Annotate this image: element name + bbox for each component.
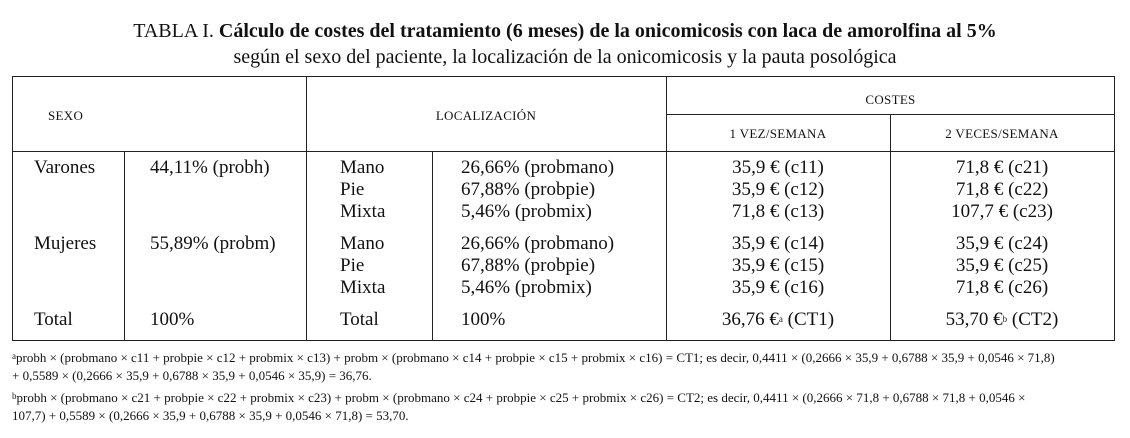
cell-loc-pct: 5,46% (probmix): [461, 201, 592, 222]
cell-loc: Mixta: [340, 201, 386, 222]
cell-sexo: Varones: [34, 157, 96, 178]
header-localizacion: LOCALIZACIÓN: [435, 108, 537, 123]
cell-cost-2veces: 35,9 € (c24): [955, 233, 1049, 254]
header-sexo: SEXO: [48, 108, 84, 123]
cell-total-loc-pct: 100%: [461, 309, 506, 330]
total-ct2-label: (CT2): [1007, 309, 1059, 330]
col-divider-sexo-pct: [124, 151, 125, 341]
cell-loc-pct: 26,66% (probmano): [461, 157, 615, 178]
cell-total-loc-label: Total: [340, 309, 379, 330]
footnote-ref-a: a: [778, 314, 783, 324]
header-1vez: 1 VEZ/SEMANA: [729, 126, 827, 141]
header-bottom-rule: [12, 151, 1115, 152]
footnote-b-text: probh × (probmano × c21 + probpie × c22 + probmix × c23) + probm × (probmano × c24 + probpie × c25 + probmix × c26) = CT2; es decir, 0,4411 × (0,2666 × 71,8 + 0,6788 × 71,8 + 0,0546 ×: [16, 390, 1026, 405]
footnote-a-line2: + 0,5589 × (0,2666 × 35,9 + 0,6788 × 35,9 + 0,0546 × 35,9) = 36,76.: [12, 368, 372, 383]
col-divider-loc-pct: [432, 151, 433, 341]
header-2veces: 2 VECES/SEMANA: [945, 126, 1059, 141]
cell-cost-2veces: 71,8 € (c21): [955, 157, 1049, 178]
table-bottom-rule: [12, 340, 1115, 341]
col-divider-vez: [890, 114, 891, 341]
cell-loc: Pie: [340, 255, 365, 276]
cell-cost-2veces: 71,8 € (c22): [955, 179, 1049, 200]
cell-loc-pct: 67,88% (probpie): [461, 179, 596, 200]
cell-cost-1vez: 35,9 € (c16): [731, 277, 825, 298]
cell-loc-pct: 26,66% (probmano): [461, 233, 615, 254]
table-title: Cálculo de costes del tratamiento (6 meses) de la onicomicosis con laca de amorolfina al 5%: [218, 20, 997, 42]
cell-cost-1vez: 35,9 € (c14): [731, 233, 825, 254]
cell-total-cost-1vez: [666, 309, 890, 331]
footnote-a-mark: a: [12, 351, 16, 361]
cell-sexo-pct: 44,11% (probh): [150, 157, 270, 178]
table-caption-line2: según el sexo del paciente, la localización de la onicomicosis y la pauta posológica: [233, 46, 897, 68]
cell-cost-2veces: 71,8 € (c26): [955, 277, 1049, 298]
cell-cost-1vez: 35,9 € (c12): [731, 179, 825, 200]
cell-cost-1vez: 71,8 € (c13): [731, 201, 825, 222]
footnote-a-line1: [12, 349, 1122, 366]
cell-sexo-pct: 55,89% (probm): [150, 233, 276, 254]
table-label: TABLA I.: [133, 20, 214, 42]
cell-loc-pct: 5,46% (probmix): [461, 277, 592, 298]
cell-total-label: Total: [34, 309, 73, 330]
cell-cost-2veces: 35,9 € (c25): [955, 255, 1049, 276]
cell-total-cost-2veces: [890, 309, 1114, 331]
table-top-rule: [12, 76, 1115, 77]
cell-cost-2veces: 107,7 € (c23): [951, 201, 1053, 222]
header-costes: COSTES: [865, 92, 916, 107]
cell-sexo: Mujeres: [34, 233, 97, 254]
total-ct1-value: 36,76 €: [721, 309, 779, 330]
cell-loc: Mano: [340, 233, 385, 254]
total-ct1-label: (CT1): [782, 309, 835, 330]
cell-loc: Pie: [340, 179, 365, 200]
cell-loc-pct: 67,88% (probpie): [461, 255, 596, 276]
footnote-ref-b: b: [1002, 314, 1008, 324]
cell-loc: Mixta: [340, 277, 386, 298]
footnote-b-line2: 107,7) + 0,5589 × (0,2666 × 35,9 + 0,6788 × 35,9 + 0,0546 × 71,8) = 53,70.: [12, 408, 409, 423]
footnote-b-line1: [12, 389, 1122, 406]
cell-total-sexo-pct: 100%: [150, 309, 195, 330]
footnote-a-text: probh × (probmano × c11 + probpie × c12 + probmix × c13) + probm × (probmano × c14 + probpie × c15 + probmix × c16) = CT1; es decir, 0,4411 × (0,2666 × 35,9 + 0,6788 × 35,9 + 0,0546 × 71,8): [16, 350, 1055, 365]
table-caption-line1: [0, 18, 1130, 44]
cell-cost-1vez: 35,9 € (c11): [732, 157, 824, 178]
footnote-b-mark: b: [12, 391, 17, 401]
table-right-border: [1114, 76, 1115, 341]
table-left-border: [12, 76, 13, 341]
cell-cost-1vez: 35,9 € (c15): [731, 255, 825, 276]
cell-loc: Mano: [340, 157, 385, 178]
total-ct2-value: 53,70 €: [945, 309, 1003, 330]
